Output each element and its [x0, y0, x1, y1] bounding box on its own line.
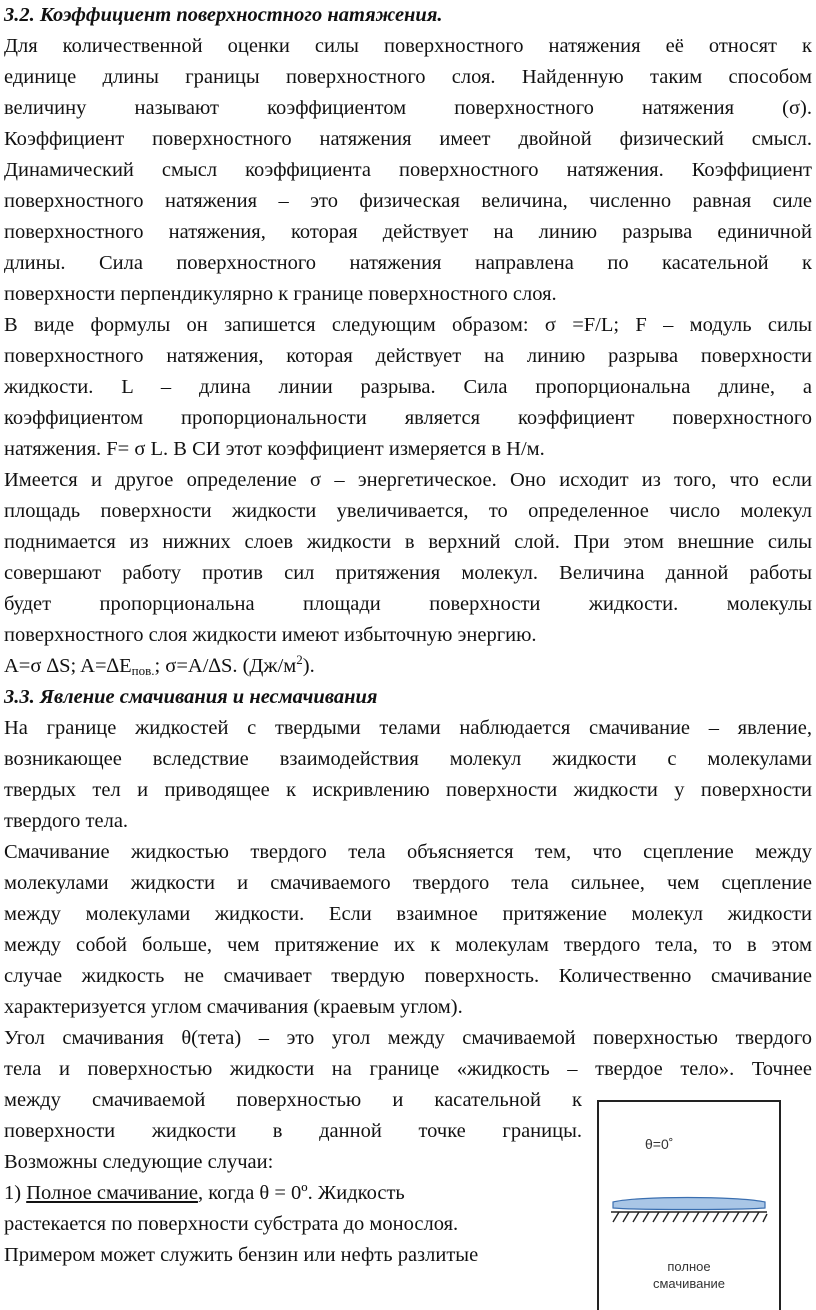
text-line: твердых тел и приводящее к искривлению поверхности жидкости у поверхности [4, 779, 812, 801]
text-line: На границе жидкостей с твердыми телами наблюдается смачивание – явление, [4, 717, 812, 739]
text-line: между молекулами жидкости. Если взаимное притяжение молекул жидкости [4, 903, 812, 925]
formula-part: ; σ=A/∆S. (Дж/м [154, 655, 297, 677]
text-line: между смачиваемой поверхностью и касательной к [4, 1089, 582, 1111]
case-1-line [4, 1178, 582, 1209]
text-line: между собой больше, чем притяжение их к молекулам твердого тела, то в этом [4, 934, 812, 956]
section-heading-3-2: 3.2. Коэффициент поверхностного натяжения. [4, 4, 443, 26]
formula-part: A=σ ∆S; A=∆E [4, 655, 132, 677]
formula-subscript: пов. [131, 663, 155, 678]
figure-frame-top [597, 1100, 781, 1102]
text-line: длины. Сила поверхностного натяжения направлена по касательной к [4, 252, 812, 274]
formula-superscript: 2 [296, 652, 303, 667]
text-line: Угол смачивания θ(тета) – это угол между смачиваемой поверхностью твердого [4, 1027, 812, 1049]
caption-line: полное [667, 1259, 711, 1274]
text-line: жидкости. L – длина линии разрыва. Сила пропорциональна длине, а [4, 376, 812, 398]
text-line: тела и поверхностью жидкости на границе «жидкость – твердое тело». Точнее [4, 1058, 812, 1080]
case-number: 1) [4, 1182, 27, 1204]
text-line: Для количественной оценки силы поверхностного натяжения её относят к [4, 35, 812, 57]
section-heading-3-3: 3.3. Явление смачивания и несмачивания [4, 686, 378, 708]
text-line: поднимается из нижних слоев жидкости в верхний слой. При этом внешние силы [4, 531, 812, 553]
text-line: поверхностного натяжения – это физическая величина, численно равная силе [4, 190, 812, 212]
text-line: величину называют коэффициентом поверхностного натяжения (σ). [4, 97, 812, 119]
caption-line: смачивание [652, 1276, 726, 1291]
text-line: случае жидкость не смачивает твердую поверхность. Количественно смачивание [4, 965, 812, 987]
text-line: Динамический смысл коэффициента поверхностного натяжения. Коэффициент [4, 159, 812, 181]
text-line: поверхности жидкости в данной точке границы. [4, 1120, 582, 1142]
text-line: твердого тела. [4, 810, 129, 832]
text-line: поверхностного слоя жидкости имеют избыточную энергию. [4, 624, 537, 646]
case-term: Полное смачивание [26, 1182, 198, 1204]
text-line: единице длины границы поверхностного слоя. Найденную таким способом [4, 66, 812, 88]
text-line: молекулами жидкости и смачиваемого твердого тела сильнее, чем сцепление [4, 872, 812, 894]
text-line: коэффициентом пропорциональности является коэффициент поверхностного [4, 407, 812, 429]
text-line: Коэффициент поверхностного натяжения имеет двойной физический смысл. [4, 128, 812, 150]
text-line: Смачивание жидкостью твердого тела объясняется тем, что сцепление между [4, 841, 812, 863]
case-rest: , когда θ = 0º. Жидкость [197, 1182, 405, 1204]
complete-wetting-figure [597, 1100, 781, 1310]
contact-angle-label: θ=0˚ [645, 1136, 674, 1152]
liquid-film [613, 1198, 765, 1210]
substrate-hatching [613, 1212, 767, 1222]
text-line: совершают работу против сил притяжения молекул. Величина данной работы [4, 562, 812, 584]
text-line: возникающее вследствие взаимодействия молекул жидкости с молекулами [4, 748, 812, 770]
text-line: будет пропорциональна площади поверхности жидкости. молекулы [4, 593, 812, 615]
text-line: поверхностного натяжения, которая действует на линию разрыва единичной [4, 221, 812, 243]
wetting-illustration [597, 1190, 781, 1250]
text-line: поверхности перпендикулярно к границе поверхностного слоя. [4, 283, 557, 305]
formula-part: ). [302, 655, 315, 677]
text-line: площадь поверхности жидкости увеличивается, то определенное число молекул [4, 500, 812, 522]
text-line: натяжения. F= σ L. В СИ этот коэффициент измеряется в Н/м. [4, 438, 545, 460]
text-line: Примером может служить бензин или нефть разлитые [4, 1244, 479, 1266]
text-line: Возможны следующие случаи: [4, 1151, 274, 1173]
figure-caption [597, 1258, 781, 1292]
text-line: поверхностного натяжения, которая действует на линию разрыва поверхности [4, 345, 812, 367]
text-line: растекается по поверхности субстрата до монослоя. [4, 1213, 459, 1235]
text-line: Имеется и другое определение σ – энергетическое. Оно исходит из того, что если [4, 469, 812, 491]
text-line: В виде формулы он запишется следующим образом: σ =F/L; F – модуль силы [4, 314, 812, 336]
text-line: характеризуется углом смачивания (краевым углом). [4, 996, 463, 1018]
energy-formula [4, 651, 812, 682]
